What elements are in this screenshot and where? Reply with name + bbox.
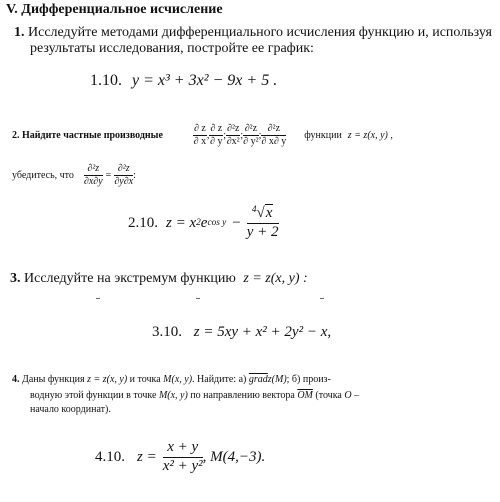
d2z-dxdy: $\frac{\text{∂²z}}{\partial x\partial y}$	[261, 123, 287, 147]
task4-line3: начало координат).	[30, 404, 111, 415]
task2-label: 2.10.	[128, 214, 158, 231]
task3-fn: z = z(x, y) :	[243, 271, 308, 286]
mixed-deriv-yx: $\frac{\text{∂²z}}{\partial y\partial x}$	[114, 163, 134, 187]
task3-formula: z = 5xy + x² + 2y² − x,	[193, 324, 332, 340]
scan-mark	[196, 298, 200, 299]
task4-formula-row: 4.10. z = $\frac{x + y}{\text{x² + y²}}$ , M(4,−3).	[95, 439, 266, 474]
task2-fraction: $\frac{^4√x}{y + 2}$	[246, 205, 279, 240]
task1-line1: Исследуйте методами дифференциального исчисления функцию и, используя	[28, 25, 492, 40]
task4-fraction: $\frac{x + y}{\text{x² + y²}}$	[162, 439, 203, 474]
task2-formula-lhs: z = x	[166, 214, 197, 231]
task2-header: 2. Найдите частные производные $\frac{\partial z}{\partial x}$ , $\frac{\partial z}{\partial y}$ ; $\frac{\text{∂²z}}{\text{∂x²}}$ ; $\frac{\text{∂²z}}{\text{∂ y²}}$ ; $\frac{\text{∂²z}}{\partial x\partial y}$ функции z = z(x, y) ,	[12, 123, 393, 147]
scan-mark	[320, 298, 324, 299]
task3-formula-row	[152, 324, 331, 341]
d2z-dy2: $\frac{\text{∂²z}}{\text{∂ y²}}$	[243, 123, 259, 147]
task3-number: 3.	[10, 271, 21, 286]
task1-formula-row	[90, 72, 277, 90]
task2-check-row: убедитесь, что $\frac{\text{∂²z}}{\partial x\partial y}$ = $\frac{\text{∂²z}}{\partial y\partial x}$ :	[12, 163, 136, 187]
task4-line2: водную этой функции в точке M(x, y) по направлению вектора $\overline{OM}$ (точка O –	[30, 390, 360, 401]
vector-om: $\overline{OM}$	[297, 390, 313, 401]
task4-point-generic: M(x, y)	[163, 374, 193, 385]
task3-text	[10, 271, 308, 287]
dz-dx: $\frac{\partial z}{\partial x}$	[193, 123, 207, 147]
task4-line1: 4. Даны функция z = z(x, y) и точка M(x, y). Найдите: а) gradz(M); б) произ-	[12, 374, 331, 385]
task3-prompt: Исследуйте на экстремум функцию	[24, 271, 236, 286]
task4-number: 4.	[12, 374, 20, 385]
task2-check-prefix: убедитесь, что	[12, 169, 74, 181]
task2-fn: z = z(x, y) ,	[347, 129, 393, 141]
task4-fn: z = z(x, y)	[87, 374, 128, 385]
origin-point: O	[344, 390, 352, 401]
task4-label: 4.10.	[95, 448, 125, 465]
task1-text	[14, 25, 492, 41]
task1-formula: y = x³ + 3x² − 9x + 5 .	[132, 72, 278, 89]
mixed-deriv-xy: $\frac{\text{∂²z}}{\partial x\partial y}$	[83, 163, 103, 187]
task4-point: , M(4,−3).	[202, 448, 266, 465]
task1-line2: результаты исследования, постройте ее график:	[30, 41, 314, 56]
section-title: V. Дифференциальное исчисление	[6, 2, 223, 17]
task3-label: 3.10.	[152, 324, 182, 340]
task2-prefix: 2. Найдите частные производные	[12, 129, 163, 141]
task1-number: 1.	[14, 25, 25, 40]
task1-label: 1.10.	[90, 72, 122, 89]
grad-symbol: grad	[248, 374, 268, 385]
scan-mark	[96, 298, 100, 299]
dz-dy: $\frac{\partial z}{\partial y}$	[210, 123, 223, 147]
task2-formula-row: 2.10. z = x 2 e cos y − $\frac{^4√x}{y + 2}$	[128, 205, 279, 240]
root-symbol: $^4$√x	[251, 205, 273, 222]
d2z-dx2: $\frac{\text{∂²z}}{\text{∂x²}}$	[226, 123, 240, 147]
task2-fn-label: функции	[304, 129, 342, 141]
